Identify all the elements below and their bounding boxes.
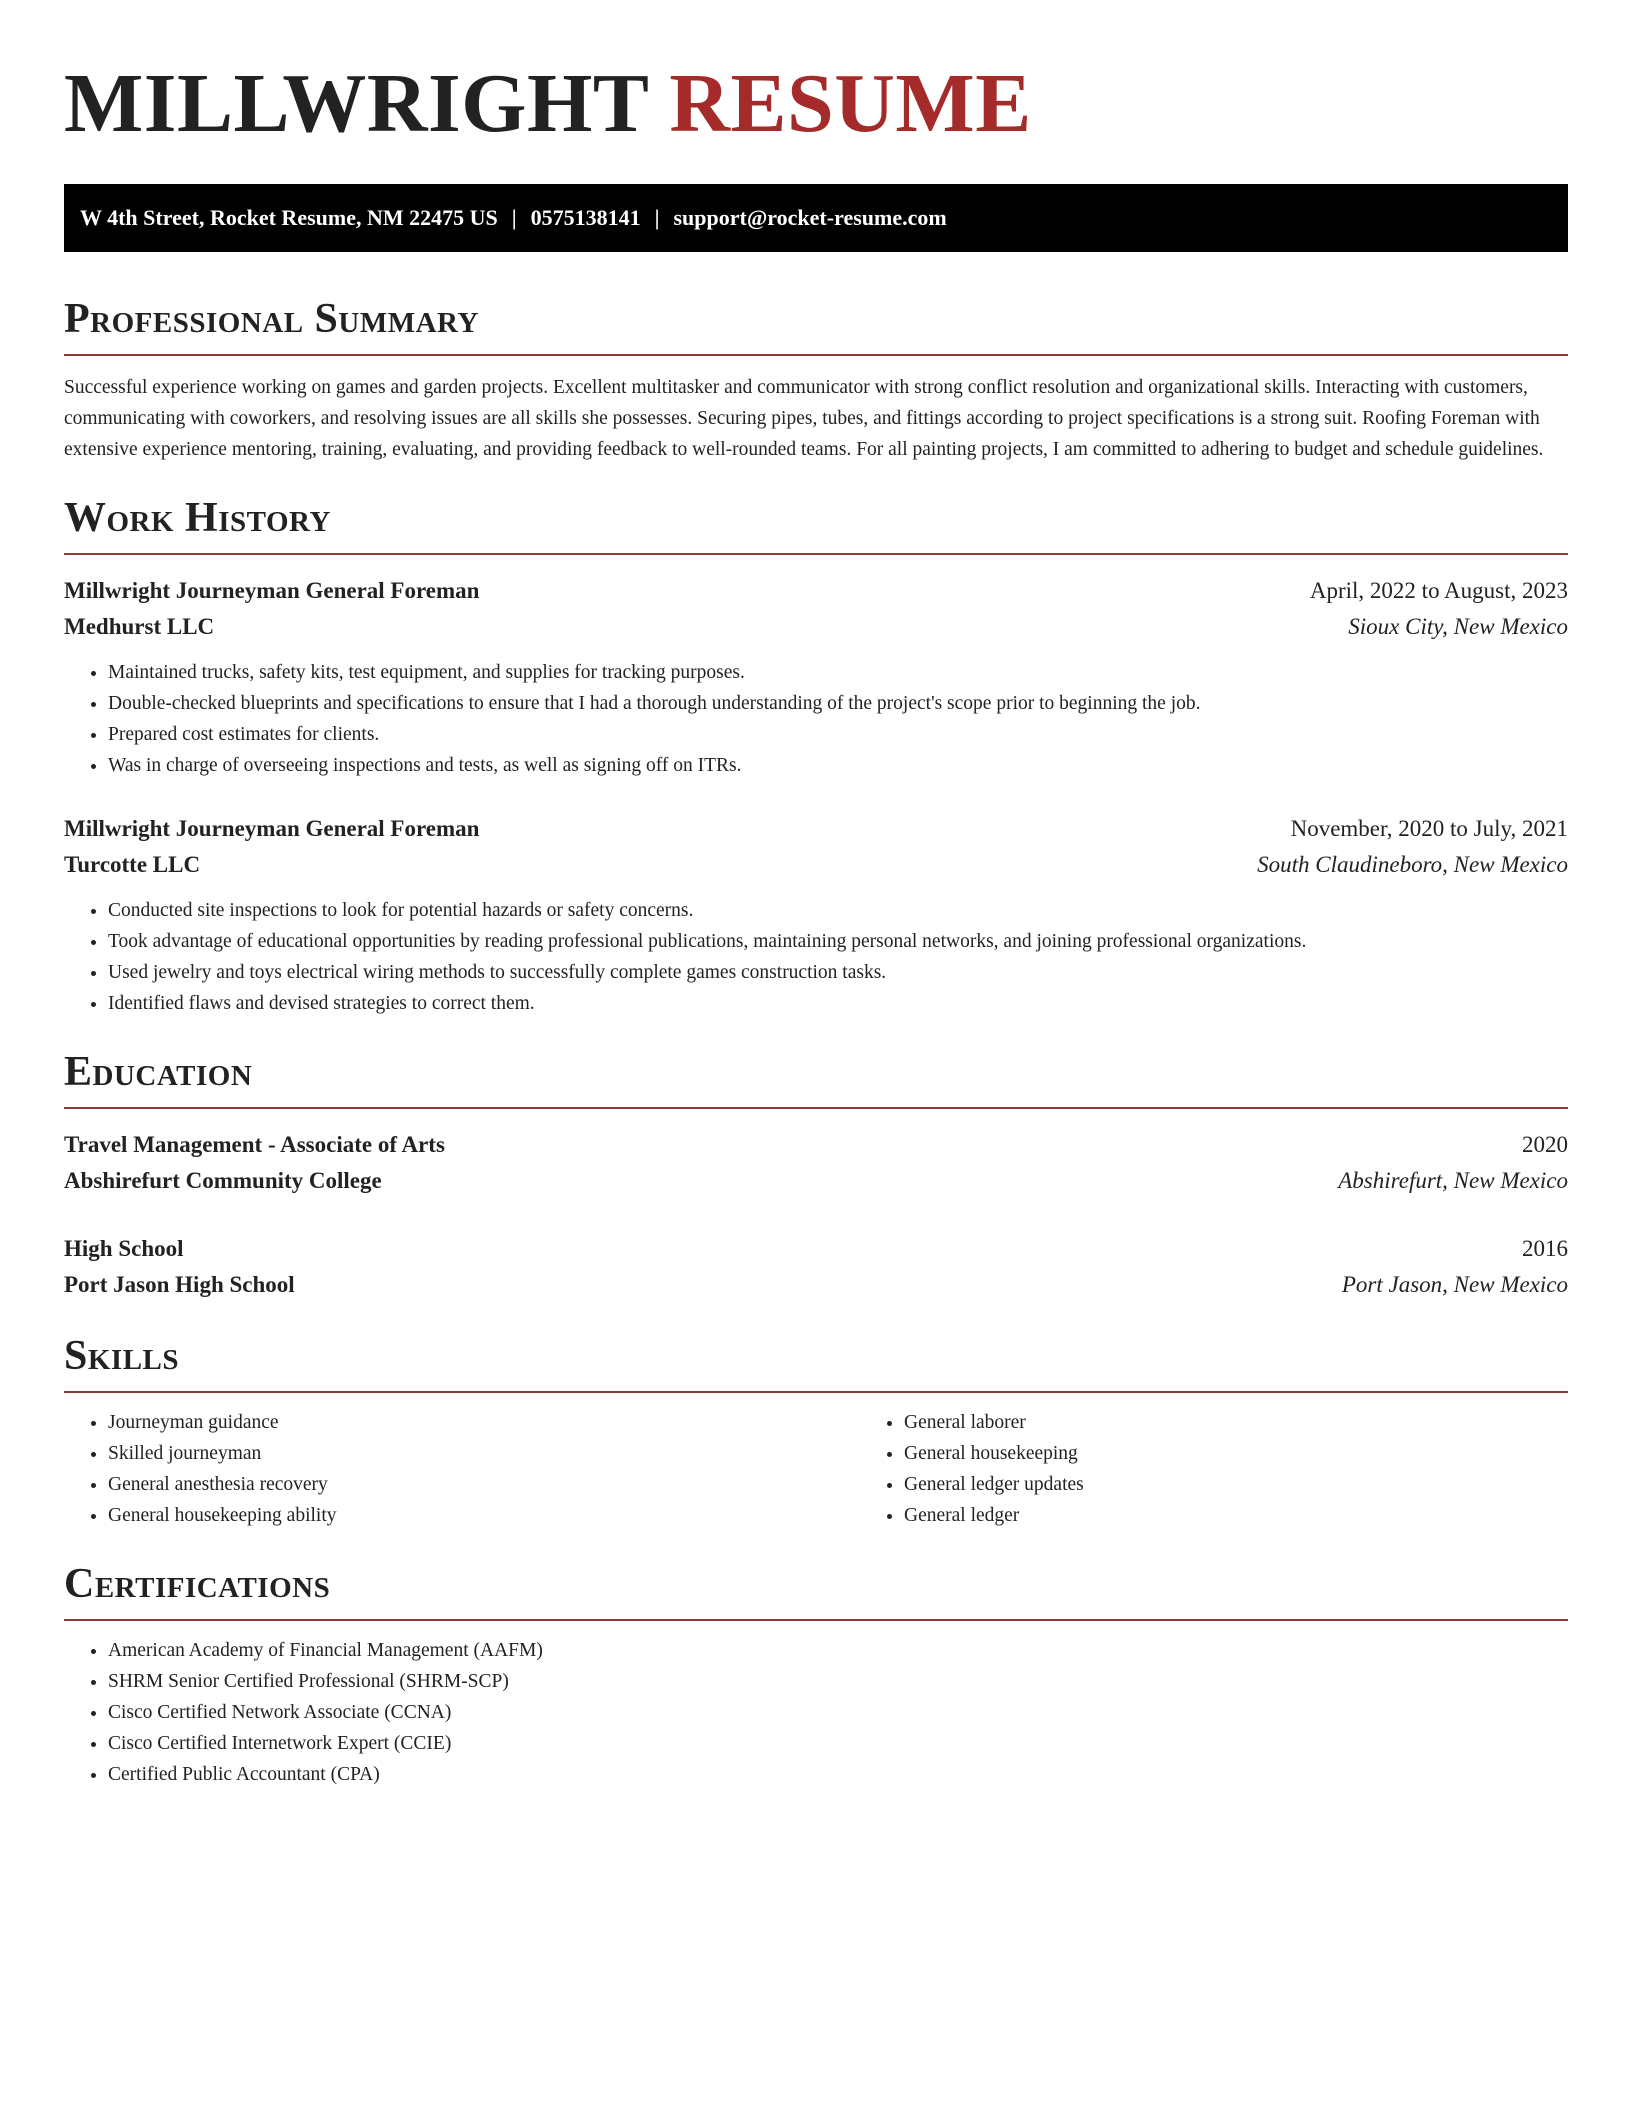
education-degree: Travel Management - Associate of Arts [64,1132,445,1157]
skill-item: • General laborer [904,1407,1632,1438]
certification-item: • Certified Public Accountant (CPA) [108,1759,1568,1790]
skill-item: • General housekeeping [904,1438,1632,1469]
skills-section [64,1329,1568,1531]
education-entry [64,1127,1568,1199]
skill-item: • Skilled journeyman [108,1438,860,1469]
job-location: Sioux City, New Mexico [1348,614,1568,639]
education-school: Abshirefurt Community College [64,1168,382,1193]
contact-bar [64,184,1568,252]
job-dates: November, 2020 to July, 2021 [1290,816,1568,841]
skill-item: • General anesthesia recovery [108,1469,860,1500]
certification-item: • American Academy of Financial Management (AAFM) [108,1635,1568,1666]
education-subheader [64,1267,1568,1303]
education-subheader [64,1163,1568,1199]
certifications-section [64,1557,1568,1790]
job-bullets [64,657,1568,781]
summary-heading: Professional Summary [64,292,1568,356]
job-bullet: • Was in charge of overseeing inspections and tests, as well as signing off on ITRs. [108,750,1568,781]
contact-separator: | [511,205,517,230]
skills-list-right [860,1407,1632,1531]
job-bullet: • Identified flaws and devised strategies to correct them. [108,988,1568,1019]
certifications-heading: Certifications [64,1557,1568,1621]
summary-text: Successful experience working on games and garden projects. Excellent multitasker and communicator with strong conflict resolution and organizational skills. Interacting with customers, communicating with coworkers, and resolving issues are all skills she possesses. Securing pipes, tubes, and fittings according to project specifications is a strong suit. Roofing Foreman with extensive experience mentoring, training, evaluating, and providing feedback to well-rounded teams. For all painting projects, I am committed to adhering to budget and schedule guidelines. [64,377,1544,460]
summary-section [64,292,1568,465]
skill-item: • General ledger [904,1500,1632,1531]
education-degree: High School [64,1236,184,1261]
education-location: Port Jason, New Mexico [1341,1272,1568,1297]
job-bullet: • Used jewelry and toys electrical wiring methods to successfully complete games construction tasks. [108,957,1568,988]
education-entry [64,1231,1568,1303]
job-bullet: • Conducted site inspections to look for potential hazards or safety concerns. [108,895,1568,926]
job-bullet: • Maintained trucks, safety kits, test equipment, and supplies for tracking purposes. [108,657,1568,688]
skills-list-left [64,1407,860,1531]
skills-heading: Skills [64,1329,1568,1393]
contact-phone: 0575138141 [530,205,641,230]
title-name: MILLWRIGHT [64,57,648,150]
job-bullet: • Prepared cost estimates for clients. [108,719,1568,750]
job-dates: April, 2022 to August, 2023 [1309,578,1568,603]
job-bullet: • Double-checked blueprints and specifications to ensure that I had a thorough understanding of the project's scope prior to beginning the job. [108,688,1568,719]
job-title: Millwright Journeyman General Foreman [64,816,480,841]
education-heading: Education [64,1045,1568,1109]
job-location: South Claudineboro, New Mexico [1257,852,1568,877]
job-bullet: • Took advantage of educational opportunities by reading professional publications, maintaining personal networks, and joining professional organizations. [108,926,1568,957]
contact-address: W 4th Street, Rocket Resume, NM 22475 US [80,205,498,230]
certification-item: • SHRM Senior Certified Professional (SHRM-SCP) [108,1666,1568,1697]
job-company: Turcotte LLC [64,852,201,877]
education-school: Port Jason High School [64,1272,295,1297]
education-header [64,1231,1568,1267]
skill-item: • General housekeeping ability [108,1500,860,1531]
job-header [64,811,1568,847]
certification-item: • Cisco Certified Network Associate (CCNA) [108,1697,1568,1728]
job-subheader [64,609,1568,645]
work-history-section [64,491,1568,1019]
education-section [64,1045,1568,1303]
skills-grid [64,1407,1568,1531]
job-title: Millwright Journeyman General Foreman [64,578,480,603]
education-location: Abshirefurt, New Mexico [1338,1168,1568,1193]
certifications-list [64,1635,1568,1790]
job-company: Medhurst LLC [64,614,215,639]
title-resume: RESUME [669,57,1032,150]
job-subheader [64,847,1568,883]
job-bullets [64,895,1568,1019]
skill-item: • Journeyman guidance [108,1407,860,1438]
education-header [64,1127,1568,1163]
job-header [64,573,1568,609]
job-entry [64,811,1568,1019]
skill-item: • General ledger updates [904,1469,1632,1500]
work-history-heading: Work History [64,491,1568,555]
contact-separator: | [654,205,660,230]
job-entry [64,573,1568,781]
certification-item: • Cisco Certified Internetwork Expert (CCIE) [108,1728,1568,1759]
education-year: 2020 [1522,1132,1568,1157]
resume-title [64,52,1568,156]
contact-email: support@rocket-resume.com [673,205,947,230]
education-year: 2016 [1522,1236,1568,1261]
